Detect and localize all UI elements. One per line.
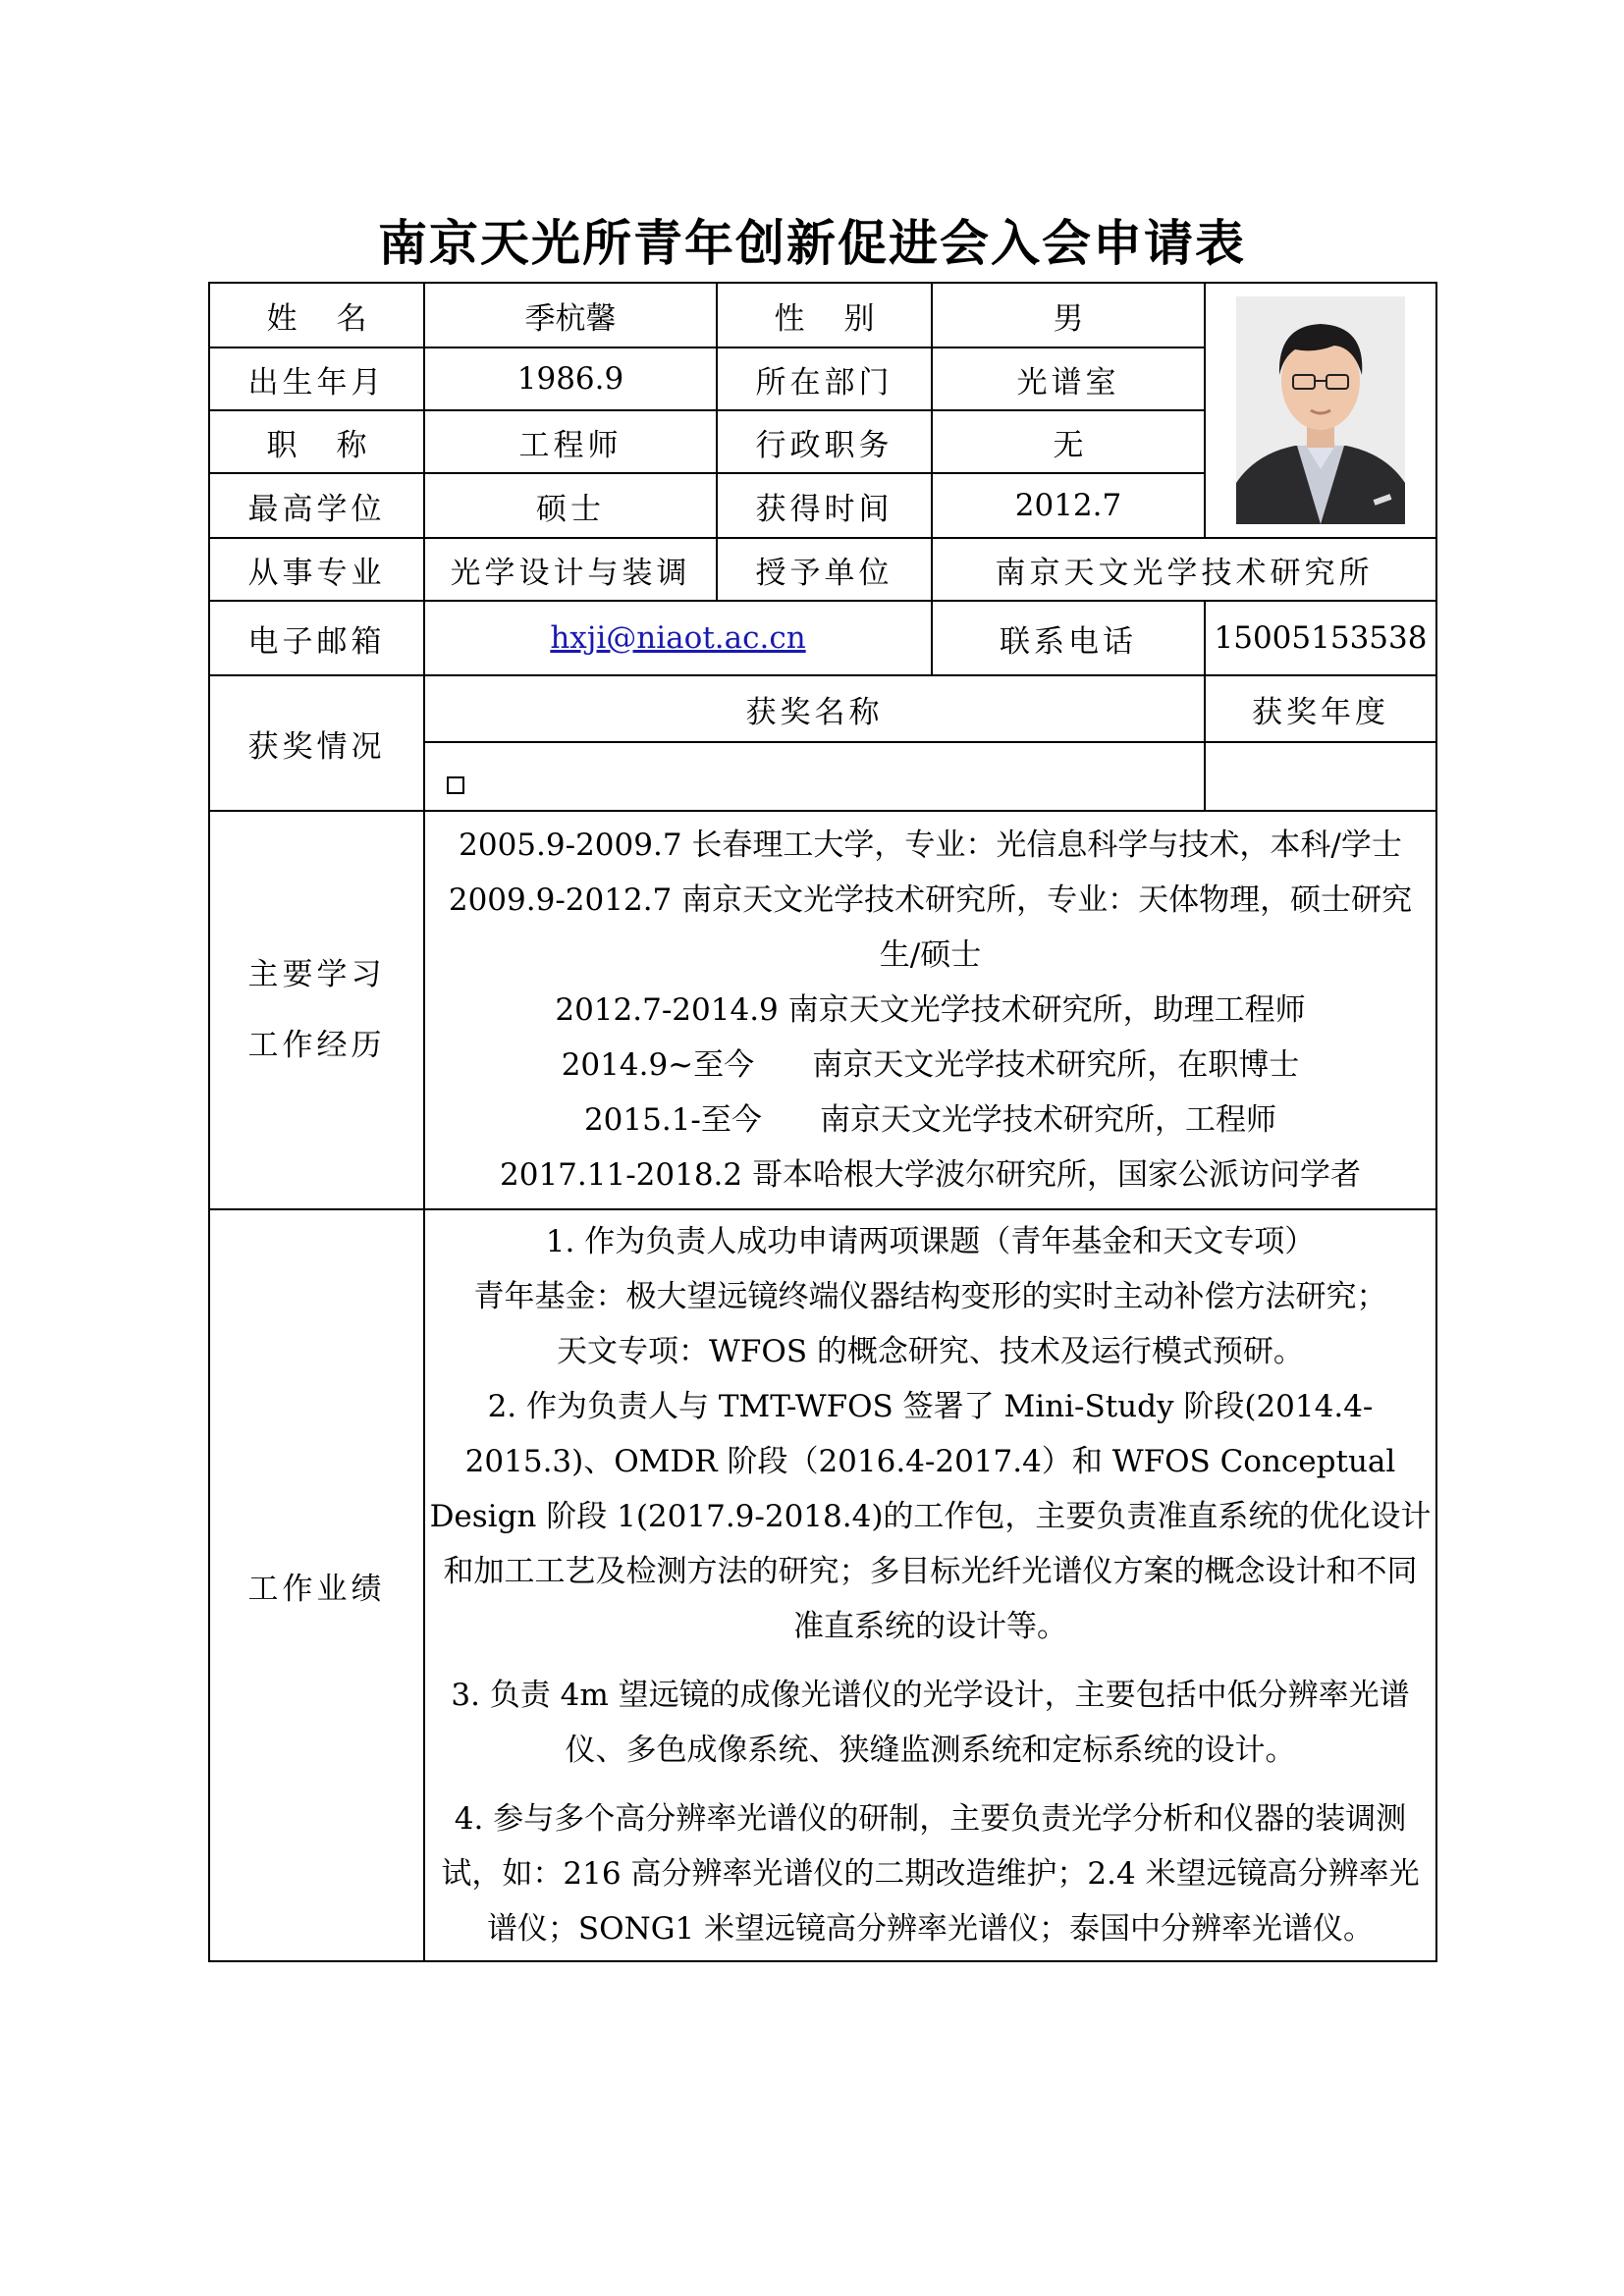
form-row-awards-header [209,675,1436,742]
experience-line: 2017.11-2018.2 哥本哈根大学波尔研究所，国家公派访问学者 [500,1157,1361,1193]
performance-item-1a: 青年基金：极大望远镜终端仪器结构变形的实时主动补偿方法研究； [473,1279,1387,1314]
experience-label-line1: 主要学习 [247,957,386,992]
experience-label [209,811,424,1209]
experience-line: 生/硕士 [879,937,982,973]
performance-item-4: 4. 参与多个高分辨率光谱仪的研制，主要负责光学分析和仪器的装调测试，如：216 高分辨率光谱仪的二期改造维护；2.4 米望远镜高分辨率光谱仪；SONG1 米望远镜高分辨率光谱仪；泰国中分辨率光谱仪。 [441,1801,1420,1947]
performance-item-1b: 天文专项：WFOS 的概念研究、技术及运行模式预研。 [557,1334,1304,1369]
degree-date-label: 获得时间 [717,473,932,538]
phone-label: 联系电话 [932,601,1205,675]
title-label: 职称 [209,410,424,473]
admin-value: 无 [932,410,1205,473]
performance-item-2: 2. 作为负责人与 TMT-WFOS 签署了 Mini-Study 阶段(2014.4-2015.3)、OMDR 阶段（2016.4-2017.4）和 WFOS Conceptual Design 阶段 1(2017.9-2018.4)的工作包，主要负责准直系统的优化设计和加工工艺及检测方法的研究；多目标光纤光谱仪方案的概念设计和不同准直系统的设计等。 [429,1389,1432,1644]
gender-value: 男 [932,283,1205,347]
award-name-header: 获奖名称 [424,675,1205,742]
degree-value: 硕士 [424,473,717,538]
form-row-experience [209,811,1436,1209]
grantor-label: 授予单位 [717,538,932,601]
form-row-major [209,538,1436,601]
award-year-cell [1205,742,1436,811]
experience-content [424,811,1436,1209]
email-link[interactable]: hxji@niaot.ac.cn [550,620,806,656]
experience-line: 2009.9-2012.7 南京天文光学技术研究所，专业：天体物理，硕士研究 [448,882,1413,918]
experience-line: 2005.9-2009.7 长春理工大学，专业：光信息科学与技术，本科/学士 [459,828,1402,863]
name-value: 季杭馨 [424,283,717,347]
awards-label: 获奖情况 [209,675,424,811]
name-label: 姓名 [209,283,424,347]
title-value: 工程师 [424,410,717,473]
page-title: 南京天光所青年创新促进会入会申请表 [378,215,1246,272]
empty-checkbox-icon [447,776,464,794]
award-year-header: 获奖年度 [1205,675,1436,742]
experience-line: 2014.9~至今 南京天文光学技术研究所，在职博士 [561,1047,1300,1083]
experience-line: 2015.1-至今 南京天文光学技术研究所，工程师 [583,1102,1277,1138]
phone-value: 15005153538 [1205,601,1436,675]
email-cell [424,601,932,675]
performance-content [424,1209,1436,1961]
email-label: 电子邮箱 [209,601,424,675]
birth-label: 出生年月 [209,347,424,410]
form-row-name [209,283,1436,347]
award-name-cell [424,742,1205,811]
degree-label: 最高学位 [209,473,424,538]
performance-label: 工作业绩 [209,1209,424,1961]
dept-value: 光谱室 [932,347,1205,410]
degree-date-value: 2012.7 [932,473,1205,538]
dept-label: 所在部门 [717,347,932,410]
performance-item-1: 1. 作为负责人成功申请两项课题（青年基金和天文专项） [545,1224,1316,1259]
birth-value: 1986.9 [424,347,717,410]
performance-item-3: 3. 负责 4m 望远镜的成像光谱仪的光学设计，主要包括中低分辨率光谱仪、多色成像系统、狭缝监测系统和定标系统的设计。 [451,1678,1410,1768]
major-value: 光学设计与装调 [424,538,717,601]
admin-label: 行政职务 [717,410,932,473]
major-label: 从事专业 [209,538,424,601]
experience-line: 2012.7-2014.9 南京天文光学技术研究所，助理工程师 [555,992,1306,1028]
gender-label: 性别 [717,283,932,347]
form-row-contact [209,601,1436,675]
application-form-table [208,282,1437,1962]
experience-label-line2: 工作经历 [247,1028,386,1063]
photo-cell [1205,283,1436,538]
applicant-photo [1236,296,1405,524]
grantor-value: 南京天文光学技术研究所 [932,538,1436,601]
form-row-performance [209,1209,1436,1961]
